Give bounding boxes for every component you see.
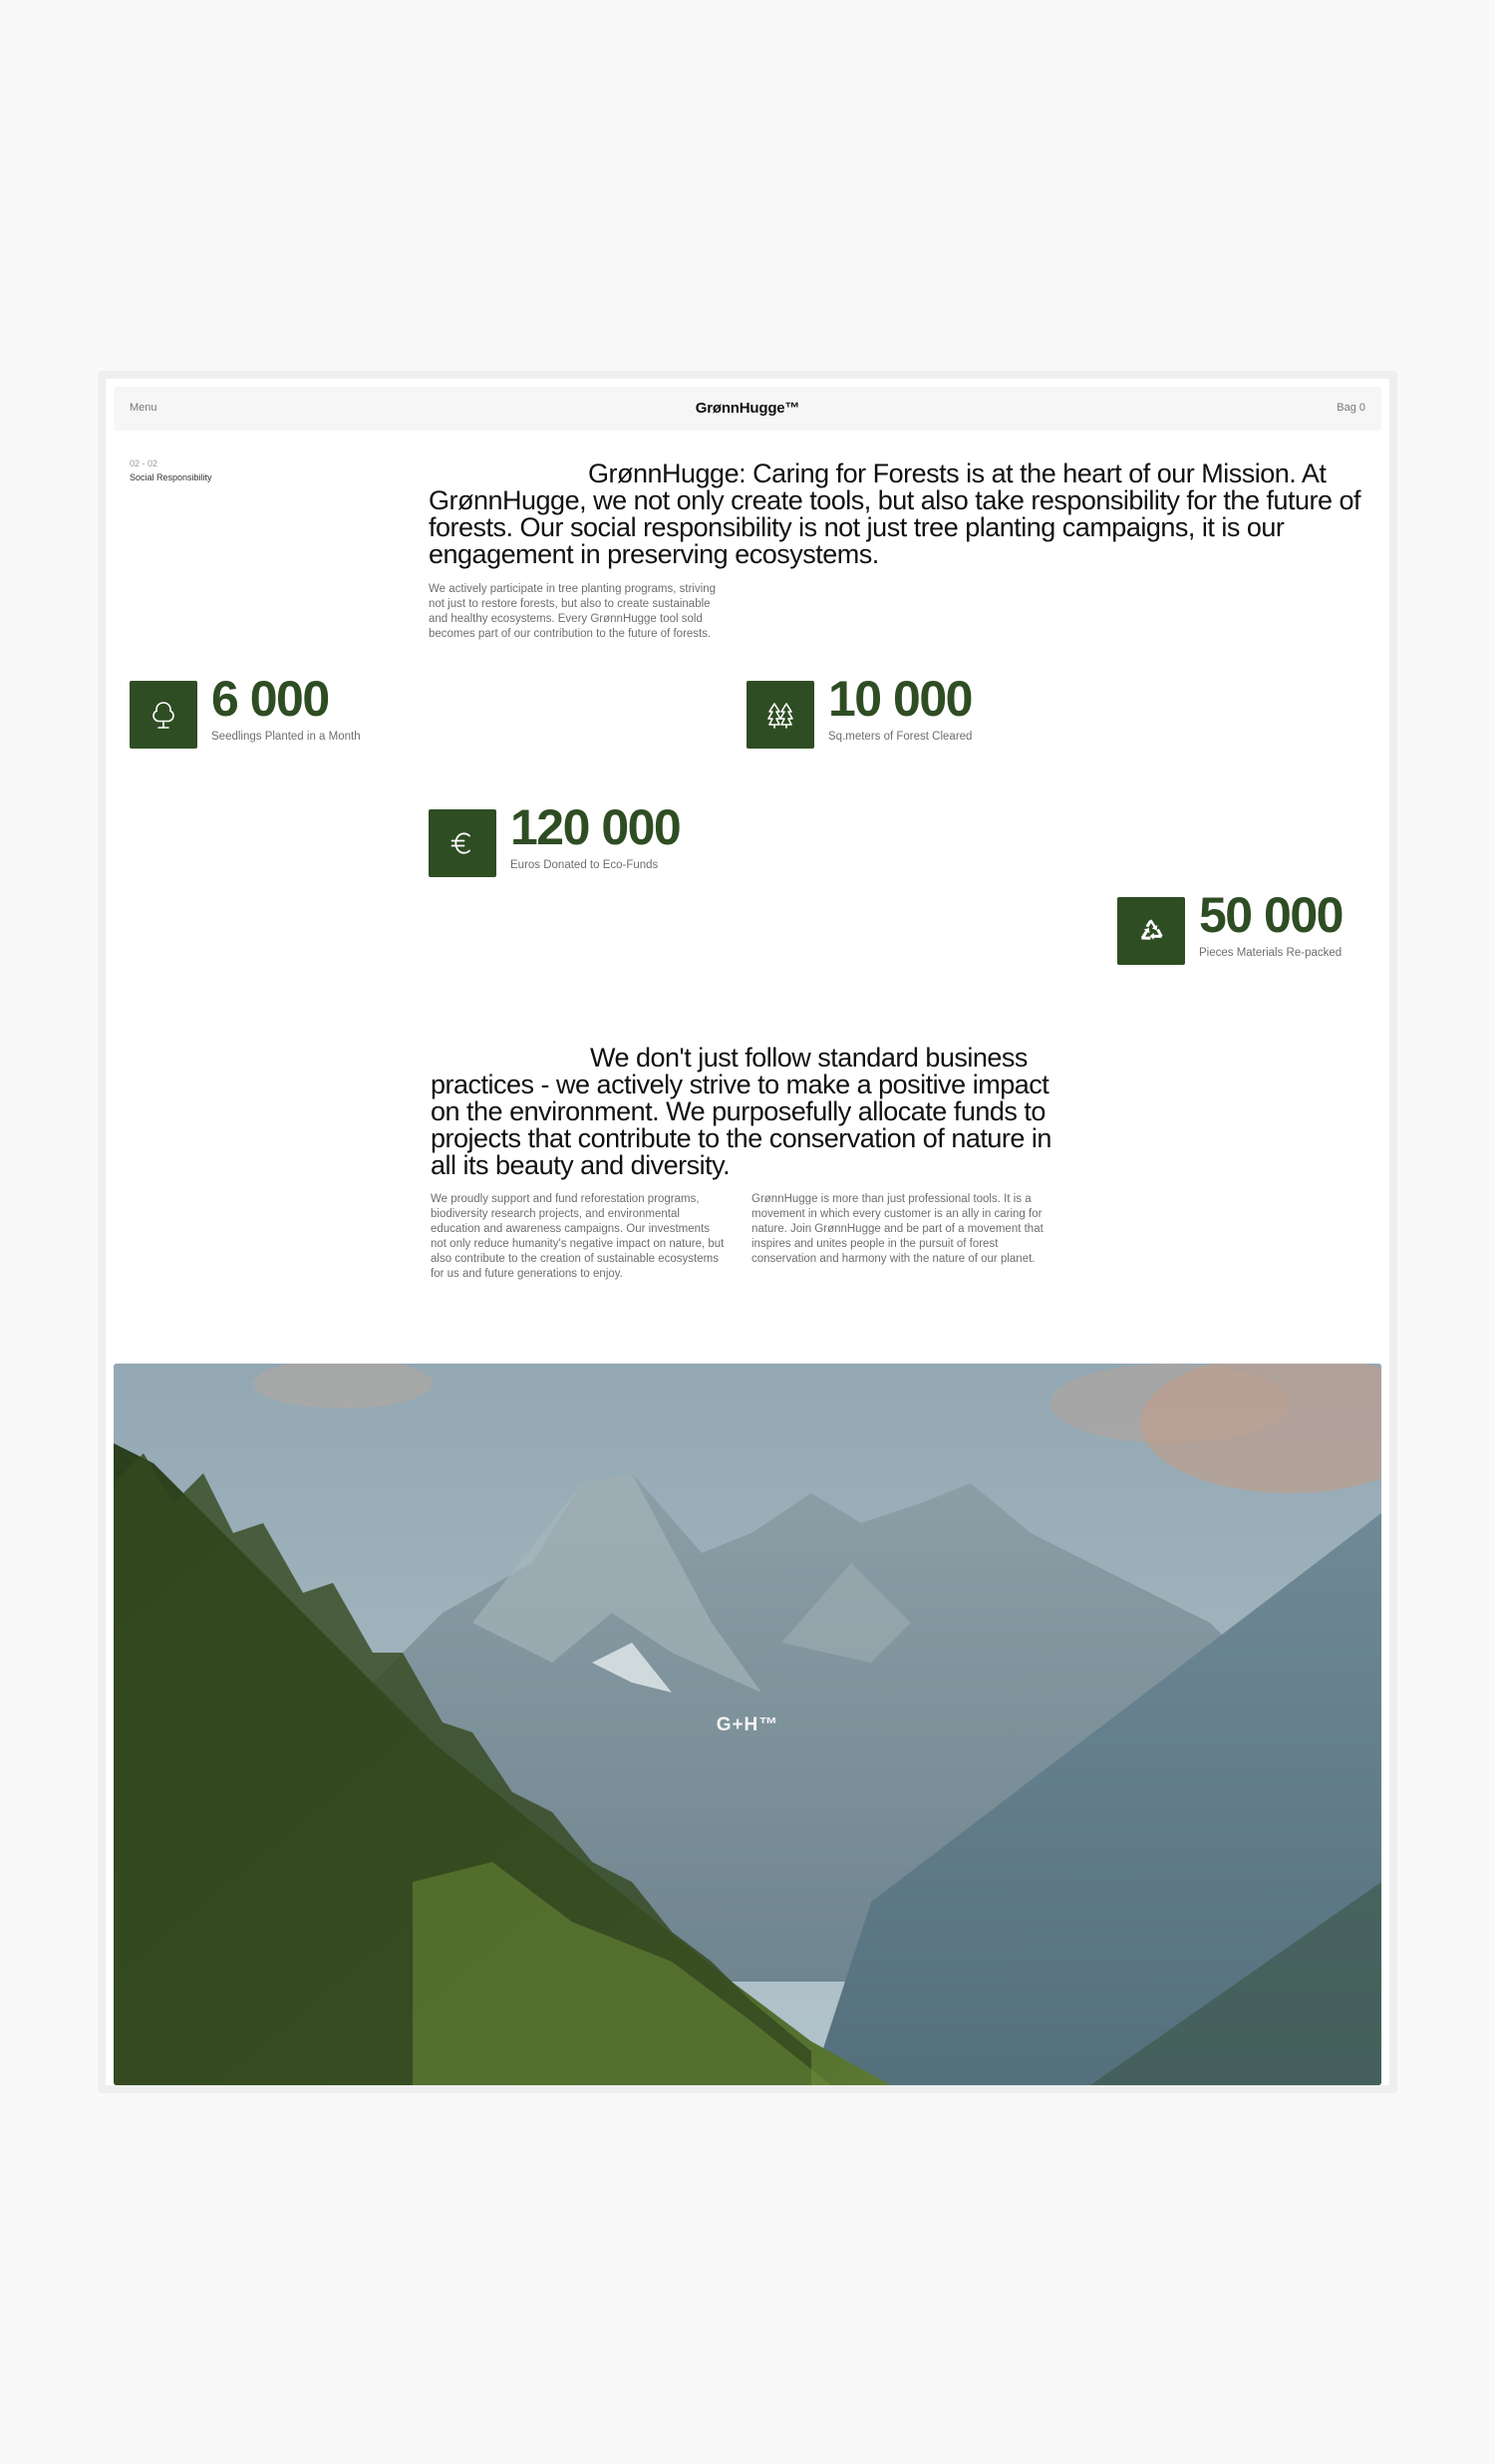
mission-body-left: We proudly support and fund reforestation programs, biodiversity research projects, and environmental education and awareness campaigns. Our investments not only reduce humanity's negative impact on nature, but also contribute to the creation of sustainable ecosystems for us and future generations to enjoy.	[431, 1193, 725, 1280]
stat-caption: Sq.meters of Forest Cleared	[828, 731, 973, 743]
recycle-icon	[1117, 897, 1185, 965]
section-label: Social Responsibility	[130, 472, 212, 482]
menu-button[interactable]: Menu	[130, 402, 157, 414]
forest-icon	[747, 681, 814, 749]
top-navbar	[114, 387, 1381, 431]
brand-mark: G+H™	[716, 1714, 779, 1735]
hero-landscape-image	[114, 1364, 1381, 2085]
mission-headline: We don't just follow standard business practices - we actively strive to make a positive impact on the environment. We purposefully allocate funds to projects that contribute to the conservation of nature in all its beauty and diversity.	[431, 1043, 1051, 1180]
stat-value: 6 000	[211, 671, 329, 727]
stat-value: 50 000	[1199, 887, 1343, 943]
page	[106, 379, 1389, 2085]
bag-button[interactable]: Bag 0	[1337, 402, 1365, 414]
stat-caption: Seedlings Planted in a Month	[211, 731, 361, 743]
euro-icon	[429, 809, 496, 877]
brand-logo[interactable]: GrønnHugge™	[695, 400, 800, 417]
section-index: 02 - 02	[130, 459, 158, 468]
stat-caption: Euros Donated to Eco-Funds	[510, 859, 659, 871]
stat-value: 10 000	[828, 671, 972, 727]
stat-value: 120 000	[510, 799, 681, 855]
mission-body-right: GrønnHugge is more than just professional tools. It is a movement in which every customer is an ally in caring for nature. Join GrønnHugge and be part of a movement that inspires and unites people in the pursuit of forest conservation and harmony with the nature of our planet.	[751, 1193, 1044, 1265]
stat-caption: Pieces Materials Re-packed	[1199, 947, 1343, 959]
tree-icon	[130, 681, 197, 749]
intro-body: We actively participate in tree planting programs, striving not just to restore forests, but also to create sustainable and healthy ecosystems. Every GrønnHugge tool sold becomes part of our contribution to the future of forests.	[429, 583, 717, 640]
intro-headline: GrønnHugge: Caring for Forests is at the heart of our Mission. At GrønnHugge, we not only create tools, but also take responsibility for the future of forests. Our social responsibility is not just tree planting campaigns, it is our engagement in preserving ecosystems.	[429, 459, 1361, 569]
